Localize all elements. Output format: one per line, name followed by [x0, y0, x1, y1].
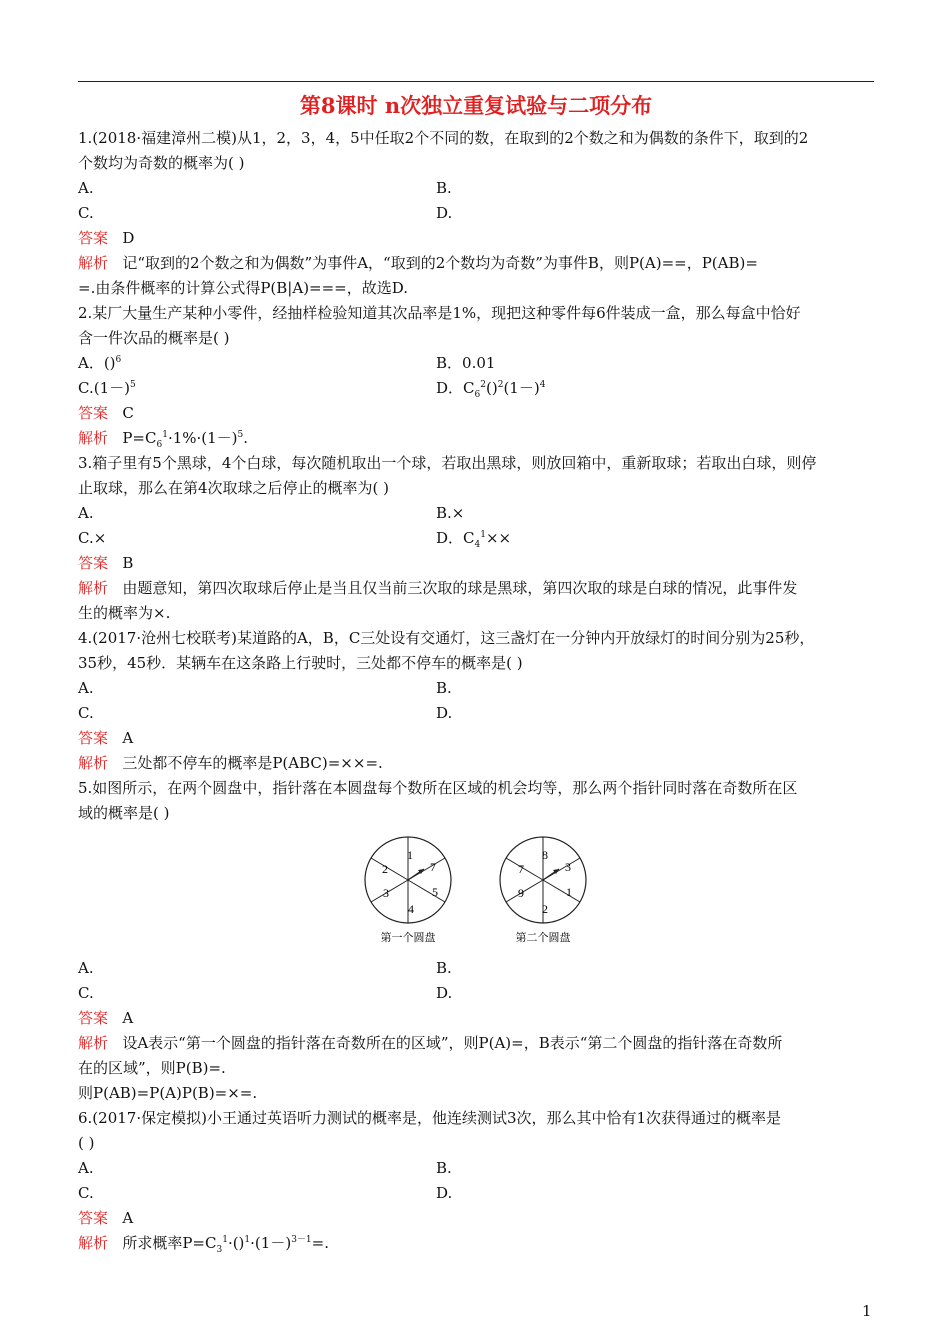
q5-option-c: C.	[78, 984, 94, 1002]
disc2-number-upper-left: 7	[518, 862, 524, 876]
q3-option-d-sub: 4	[474, 540, 481, 550]
q2-option-d-pre: D．C	[436, 379, 475, 397]
disc2-caption: 第二个圆盘	[515, 932, 571, 944]
q2-stem-line-2: 含一件次品的概率是( )	[78, 329, 230, 347]
disc1-number-top: 1	[407, 848, 413, 862]
q5-answer-value: A	[122, 1009, 134, 1027]
q3-option-d-pre: D．C	[436, 529, 475, 547]
q5-analysis-line-2: 在的区域”，则P(B)=.	[78, 1059, 226, 1077]
q3-stem-line-1: 3.箱子里有5个黑球，4个白球，每次随机取出一个球，若取出黑球，则放回箱中，重新取球；若取出白球，则停	[78, 454, 817, 472]
q2-option-d	[436, 376, 545, 401]
q2-option-c-exp: 5	[129, 380, 136, 390]
q1-analysis-line-2: =.由条件概率的计算公式得P(B|A)===，故选D.	[78, 279, 409, 297]
q4-options-ab	[78, 676, 874, 701]
q1-stem-line-2: 个数均为奇数的概率为( )	[78, 154, 245, 172]
q2-option-c-text: C.(1－)	[78, 379, 130, 397]
answer-label: 答案	[78, 1209, 109, 1227]
q4-option-c: C.	[78, 704, 94, 722]
q4-answer	[78, 726, 874, 751]
q1-stem-line-1: 1.(2018·福建漳州二模)从1，2，3，4，5中任取2个不同的数，在取到的2个数之和为偶数的条件下，取到的2	[78, 129, 809, 147]
analysis-label: 解析	[78, 429, 109, 447]
q2-analysis-mid: ·1%·(1－)	[167, 429, 238, 447]
q4-options-cd	[78, 701, 874, 726]
disc2-number-top: 8	[542, 848, 548, 862]
answer-label: 答案	[78, 1009, 109, 1027]
q6-analysis-sub: 3	[216, 1245, 223, 1255]
q3-option-d	[436, 526, 511, 551]
disc-1	[365, 837, 451, 944]
q5-option-a: A.	[78, 959, 94, 977]
q5-stem-line-1: 5.如图所示，在两个圆盘中，指针落在本圆盘每个数所在区域的机会均等，那么两个指针同时落在奇数所在区	[78, 779, 798, 797]
q1-options-cd	[78, 201, 874, 226]
q6-option-b: B.	[436, 1159, 452, 1177]
q5-answer	[78, 1006, 874, 1031]
answer-label: 答案	[78, 729, 109, 747]
q5-options-ab	[78, 956, 874, 981]
spinner-discs-diagram	[358, 830, 598, 948]
q5-option-d: D.	[436, 984, 453, 1002]
q2-options-cd	[78, 376, 874, 401]
disc1-number-upper-right: 7	[430, 860, 436, 874]
q2-option-a	[78, 351, 436, 376]
disc1-number-bottom: 4	[408, 902, 414, 916]
q4-option-b: B.	[436, 679, 452, 697]
q3-options-ab	[78, 501, 874, 526]
disc2-number-bottom: 2	[542, 902, 548, 916]
document-body	[78, 126, 874, 1256]
disc1-number-upper-left: 2	[382, 862, 388, 876]
q6-stem-line-2: ( )	[78, 1134, 95, 1152]
q3-answer-value: B	[122, 554, 134, 572]
q1-answer-value: D	[122, 229, 135, 247]
q2-analysis-pre: P=C	[122, 429, 157, 447]
answer-label: 答案	[78, 554, 109, 572]
q2-option-d-mid: ()	[485, 379, 498, 397]
analysis-label: 解析	[78, 1034, 109, 1052]
q2-answer-value: C	[122, 404, 134, 422]
q2-answer	[78, 401, 874, 426]
disc1-number-lower-left: 3	[383, 886, 389, 900]
q2-option-d-end: (1－)	[503, 379, 540, 397]
q1-options-ab	[78, 176, 874, 201]
q3-analysis-line-1	[78, 576, 874, 601]
q6-analysis-sup3: 3－1	[291, 1235, 312, 1245]
q1-option-d: D.	[436, 204, 453, 222]
q6-option-d: D.	[436, 1184, 453, 1202]
q4-stem-line-2: 35秒，45秒．某辆车在这条路上行驶时，三处都不停车的概率是( )	[78, 654, 523, 672]
answer-label: 答案	[78, 404, 109, 422]
q6-analysis-sup: 1	[222, 1235, 228, 1245]
page-title: 第8课时 n次独立重复试验与二项分布	[299, 93, 653, 118]
q4-option-d: D.	[436, 704, 453, 722]
q2-stem-line-1: 2.某厂大量生产某种小零件，经抽样检验知道其次品率是1%，现把这种零件每6件装成一盒，那么每盒中恰好	[78, 304, 801, 322]
q1-option-c: C.	[78, 204, 94, 222]
q3-option-d-end: ××	[485, 529, 512, 547]
q2-option-b: B．0.01	[436, 354, 496, 372]
q2-option-d-sup3: 4	[539, 380, 546, 390]
q5-analysis-line-1	[78, 1031, 874, 1056]
q3-option-b: B.×	[436, 504, 465, 522]
q1-answer	[78, 226, 874, 251]
q6-analysis-pre: 所求概率P=C	[122, 1234, 217, 1252]
q5-figure	[78, 826, 874, 956]
q6-answer	[78, 1206, 874, 1231]
q2-analysis-sub: 6	[156, 440, 163, 450]
disc1-number-lower-right: 5	[432, 885, 438, 899]
q6-options-ab	[78, 1156, 874, 1181]
q2-analysis-sup2: 5	[237, 430, 244, 440]
q2-option-d-sup1: 2	[480, 380, 486, 390]
q3-options-cd	[78, 526, 874, 551]
header-rule	[78, 81, 874, 82]
disc2-number-lower-left: 9	[518, 886, 524, 900]
q3-analysis-line-2: 生的概率为×.	[78, 604, 171, 622]
q1-analysis-line-1	[78, 251, 874, 276]
q2-option-d-sup2: 2	[497, 380, 504, 390]
analysis-label: 解析	[78, 254, 109, 272]
q1-analysis-text-1: 记“取到的2个数之和为偶数”为事件A，“取到的2个数均为奇数”为事件B，则P(A)==，P(AB)=	[122, 254, 758, 272]
disc1-caption: 第一个圆盘	[380, 932, 436, 944]
answer-label: 答案	[78, 229, 109, 247]
q6-analysis-mid: ·()	[227, 1234, 245, 1252]
q4-answer-value: A	[122, 729, 134, 747]
q4-stem-line-1: 4.(2017·沧州七校联考)某道路的A，B，C三处设有交通灯，这三盏灯在一分钟内开放绿灯的时间分别为25秒，	[78, 629, 815, 647]
q6-analysis-sup2: 1	[244, 1235, 251, 1245]
q5-analysis-line-3: 则P(AB)=P(A)P(B)=×=.	[78, 1084, 258, 1102]
analysis-label: 解析	[78, 1234, 109, 1252]
q2-analysis-end: .	[243, 429, 249, 447]
q5-analysis-text-1: 设A表示“第一个圆盘的指针落在奇数所在的区域”，则P(A)=，B表示“第二个圆盘的指针落在奇数所	[122, 1034, 783, 1052]
q2-analysis	[78, 426, 874, 451]
q5-options-cd	[78, 981, 874, 1006]
q6-analysis-mid2: ·(1－)	[250, 1234, 292, 1252]
q2-analysis-sup: 1	[162, 430, 168, 440]
q1-option-b: B.	[436, 179, 452, 197]
q3-option-a: A.	[78, 504, 94, 522]
q3-stem-line-2: 止取球，那么在第4次取球之后停止的概率为( )	[78, 479, 390, 497]
q6-options-cd	[78, 1181, 874, 1206]
q6-option-c: C.	[78, 1184, 94, 1202]
q6-option-a: A.	[78, 1159, 94, 1177]
q6-analysis-end: =.	[311, 1234, 329, 1252]
q4-option-a: A.	[78, 679, 94, 697]
analysis-label: 解析	[78, 754, 109, 772]
q2-option-d-sub: 6	[474, 390, 481, 400]
q2-option-a-exp: 6	[115, 355, 122, 365]
q4-analysis	[78, 751, 874, 776]
q5-stem-line-2: 域的概率是( )	[78, 804, 170, 822]
q3-analysis-text-1: 由题意知，第四次取球后停止是当且仅当前三次取的球是黑球，第四次取的球是白球的情况，此事件发	[122, 579, 798, 597]
q1-option-a: A.	[78, 179, 94, 197]
q6-answer-value: A	[122, 1209, 134, 1227]
q3-option-c: C.×	[78, 529, 107, 547]
q6-stem-line-1: 6.(2017·保定模拟)小王通过英语听力测试的概率是，他连续测试3次，那么其中恰有1次获得通过的概率是	[78, 1109, 782, 1127]
q5-option-b: B.	[436, 959, 452, 977]
q3-option-d-sup: 1	[480, 530, 486, 540]
disc2-number-upper-right: 3	[565, 860, 571, 874]
disc2-number-lower-right: 1	[566, 885, 572, 899]
q2-options-ab	[78, 351, 874, 376]
q2-option-c	[78, 376, 436, 401]
page-number: 1	[862, 1302, 872, 1320]
q4-analysis-text: 三处都不停车的概率是P(ABC)=××=.	[122, 754, 383, 772]
analysis-label: 解析	[78, 579, 109, 597]
q6-analysis	[78, 1231, 874, 1256]
q3-answer	[78, 551, 874, 576]
disc-2	[500, 837, 586, 944]
q2-option-a-text: A．()	[78, 354, 116, 372]
